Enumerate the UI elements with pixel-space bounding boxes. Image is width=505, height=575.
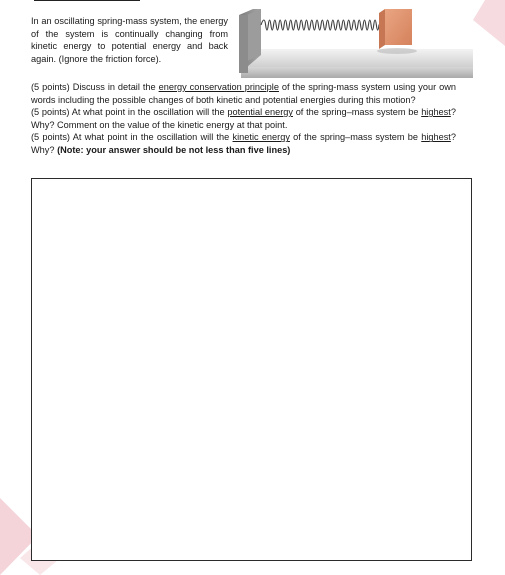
spring-mass-illustration-icon <box>239 9 473 78</box>
q2-text-b: of the spring–mass system be <box>295 107 419 118</box>
question-3 <box>31 131 456 156</box>
q2-term-highest: highest <box>421 107 451 118</box>
q3-points: (5 points) <box>31 132 70 143</box>
answer-box[interactable] <box>31 178 472 561</box>
q3-text-c: ? Why? <box>31 132 456 155</box>
q1-points: (5 points) <box>31 82 70 92</box>
questions-block <box>31 81 456 157</box>
q3-note: (Note: your answer should be not less than five lines) <box>57 144 291 155</box>
intro-text: In an oscillating spring-mass system, the energy of the system is continually changing from kinetic energy to potential energy and back again. (Ignore the friction force). <box>31 16 228 64</box>
q3-text-a: At what point in the oscillation will the <box>72 132 230 143</box>
q2-term: potential energy <box>227 107 293 118</box>
intro-paragraph <box>31 15 228 65</box>
q1-text-a: Discuss in detail the <box>72 82 156 92</box>
q3-term-highest: highest <box>421 132 451 143</box>
q2-points: (5 points) <box>31 107 70 118</box>
q1-term: energy conservation principle <box>158 82 279 92</box>
q1-text-b: of the spring-mass system using your own words including the possible changes of both kinetic and potential energies during this motion? <box>31 82 456 105</box>
question-1 <box>31 81 456 106</box>
q2-text-c: ? Why? Comment on the value of the kinetic energy at that point. <box>31 107 456 130</box>
top-underline-fragment <box>34 0 140 1</box>
q2-text-a: At what point in the oscillation will the <box>71 107 225 118</box>
q3-text-b: of the spring–mass system be <box>293 132 418 143</box>
q3-term: kinetic energy <box>232 132 290 143</box>
question-2 <box>31 106 456 131</box>
